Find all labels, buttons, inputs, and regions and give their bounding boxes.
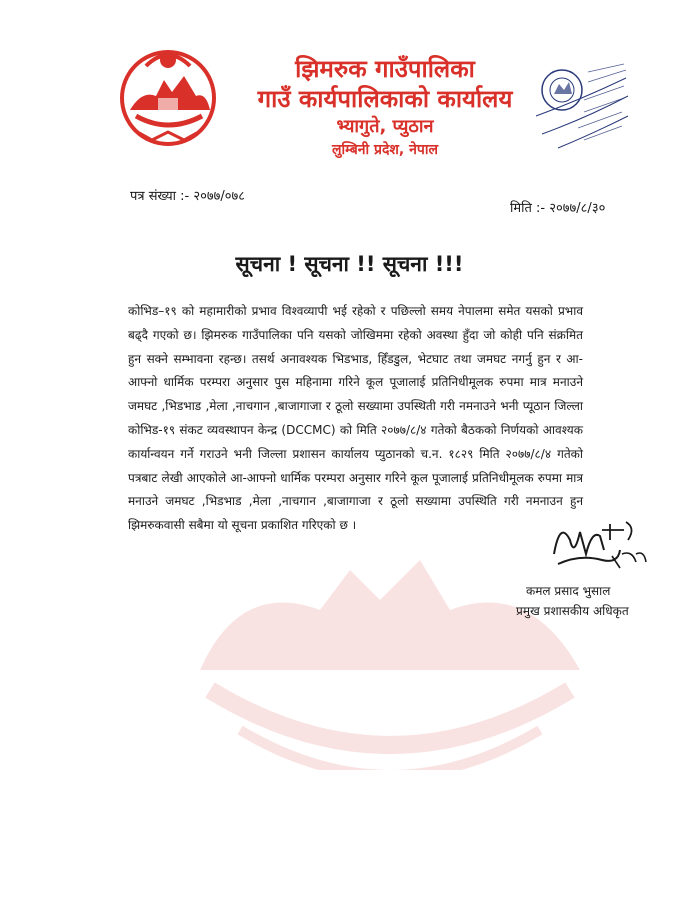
signatory-name: कमल प्रसाद भुसाल: [526, 584, 611, 598]
letter-date: मिति :- २०७७/८/३०: [510, 201, 606, 216]
signature-icon: [540, 510, 650, 580]
office-stamp-icon: [528, 60, 632, 158]
notice-title: सूचना ! सूचना !! सूचना !!!: [235, 252, 464, 276]
office-name: गाउँ कार्यपालिकाको कार्यालय: [257, 85, 513, 113]
office-address: भ्यागुते, प्युठान: [336, 116, 434, 137]
notice-body: कोभिड–१९ को महामारीको प्रभाव विश्वव्यापी भई रहेको र पछिल्लो समय नेपालमा समेत यसको प्रभाव बढ्दै गएको छ। झिमरुक गाउँपालिका पनि यसको जोखिममा रहेको अवस्था हुँदा जो कोही पनि संक्रमित हुन सक्ने सम्भावना रहन्छ। तसर्थ अनावश्यक भिडभाड, हिँडडुल, भेटघाट तथा जमघट नगर्नु हुन र आ-आफ्नो धार्मिक परम्परा अनुसार पुस महिनामा गरिने कूल पूजालाई प्रतिनिधीमूलक रुपमा मात्र मनाउने जमघट ,भिडभाड ,मेला ,नाचगान ,बाजागाजा र ठूलो सख्यामा उपस्थिती गरी नमनाउने भनी प्यूठान जिल्ला कोभिड-१९ संकट व्यवस्थापन केन्द्र (DCCMC) को मिति २०७७/८/४ गतेको बैठकको निर्णयको आवश्यक कार्यान्वयन गर्ने गराउने भनी जिल्ला प्रशासन कार्यालय प्युठानको च.न. १८२९ मिति २०७७/८/४ गतेको पत्रबाट लेखी आएकोले आ-आफ्नो धार्मिक परम्परा अनुसार गरिने कूल पूजालाई प्रतिनिधीमूलक रुपमा मात्र मनाउने जमघट ,भिडभाड ,मेला ,नाचगान ,बाजागाजा र ठूलो सख्यामा उपस्थिति गरी नमनाउन हुन झिमरुकवासी सबैमा यो सूचना प्रकाशित गरिएको छ ।: [128, 304, 583, 533]
province-country: लुम्बिनी प्रदेश, नेपाल: [332, 142, 438, 158]
letterhead: [240, 54, 530, 160]
municipality-name: झिमरुक गाउँपालिका: [295, 55, 475, 83]
signatory-title: प्रमुख प्रशासकीय अधिकृत: [516, 604, 629, 618]
watermark-seal-icon: [180, 540, 600, 770]
nepal-emblem-icon: [112, 40, 224, 152]
reference-number: पत्र संख्या :- २०७७/०७८: [130, 189, 246, 204]
